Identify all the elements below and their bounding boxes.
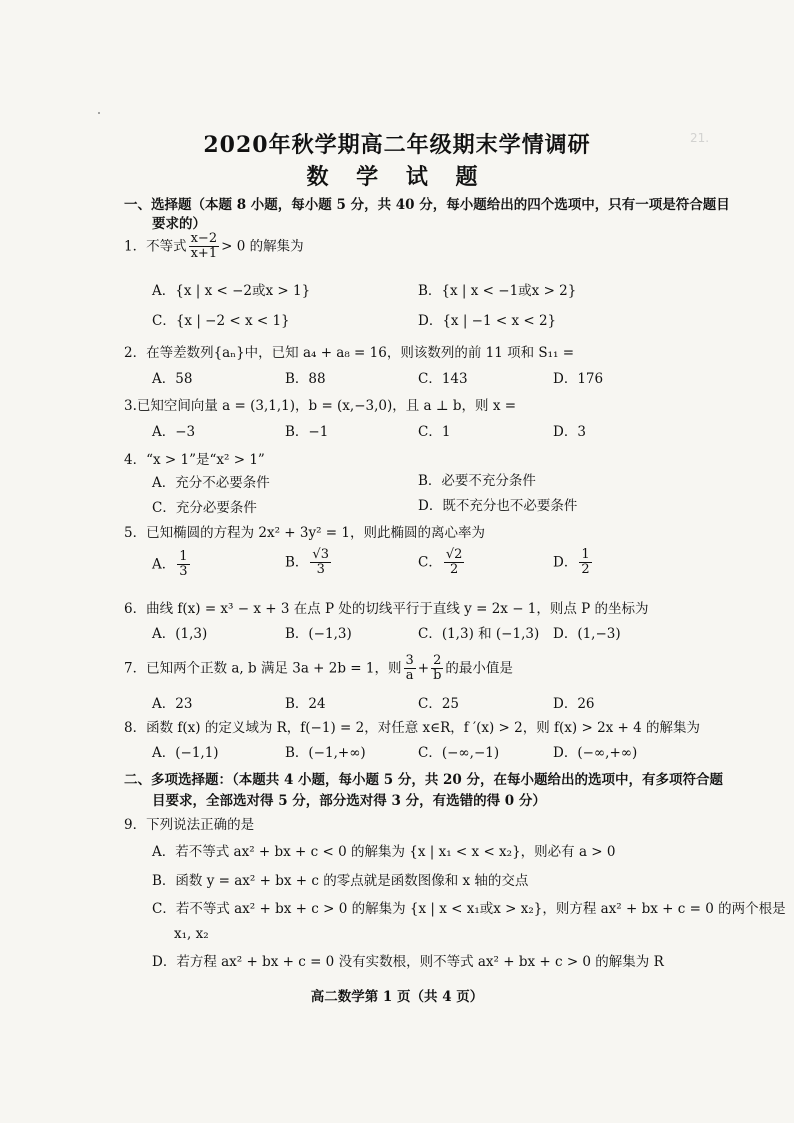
q8-option-a: A．(−1,1) [152,745,219,761]
q6-option-b: B．(−1,3) [285,626,352,642]
numerator: 1 [179,549,188,564]
question-text-end: > 0 的解集为 [221,238,304,255]
q6-option-c: C．(1,3) 和 (−1,3) [418,626,540,642]
q9-option-b: B．函数 y = ax² + bx + c 的零点就是函数图像和 x 轴的交点 [152,873,529,889]
question-4 [124,448,265,468]
question-number: 2． [124,345,147,361]
q7-option-b: B．24 [285,696,326,712]
plus-sign: + [417,660,430,677]
bleed-through-text: 21. [690,131,710,145]
question-3 [124,394,516,414]
denominator: 2 [449,562,459,578]
question-number: 4． [124,452,147,468]
q9-option-a: A．若不等式 ax² + bx + c < 0 的解集为 {x | x₁ < x < x₂}，则必有 a > 0 [152,844,616,860]
q2-option-c: C．143 [418,371,468,387]
question-text: “x > 1”是“x² > 1” [146,452,265,468]
question-number: 6． [124,601,147,617]
q5-option-c [418,548,466,578]
numerator: 1 [581,547,590,562]
numerator: 2 [433,653,442,668]
q9-option-c: C．若不等式 ax² + bx + c > 0 的解集为 {x | x < x₁或x > x₂}，则方程 ax² + bx + c = 0 的两个根是 [152,901,786,917]
question-number: 8． [124,720,147,736]
denominator: 3 [316,562,325,578]
fraction [177,550,189,580]
denominator: 2 [581,562,590,578]
question-5 [124,521,485,541]
q3-option-d: D．3 [553,424,586,440]
question-8 [124,716,700,736]
q7-option-d: D．26 [553,696,595,712]
exam-title: 2020年秋学期高二年级期末学情调研 [203,132,591,158]
q7-option-c: C．25 [418,696,460,712]
fraction [189,232,220,262]
question-number: 5． [124,525,147,541]
q1-option-b: B．{x | x < −1或x > 2} [418,283,577,299]
question-text: 已知空间向量 a = (3,1,1)，b = (x,−3,0)，且 a ⊥ b，则 x = [136,398,517,414]
question-text: 在等差数列{aₙ}中，已知 a₄ + a₈ = 16，则该数列的前 11 项和 S₁₁ = [146,345,575,361]
denominator: 3 [179,564,188,580]
option-label: D． [553,554,578,571]
section1-heading-cont: 要求的） [152,216,206,232]
q4-option-c: C．充分必要条件 [152,500,257,516]
q1-option-a: A．{x | x < −2或x > 1} [152,283,311,299]
denominator: b [433,668,442,684]
numerator: √3 [312,547,329,562]
q8-option-b: B．(−1,+∞) [285,745,366,761]
q6-option-a: A．(1,3) [152,626,208,642]
section2-heading-cont: 目要求，全部选对得 5 分，部分选对得 3 分，有选错的得 0 分） [152,793,546,809]
q9-option-d: D．若方程 ax² + bx + c = 0 没有实数根，则不等式 ax² + bx + c > 0 的解集为 R [152,954,664,970]
q2-option-b: B．88 [285,371,326,387]
question-7 [124,654,513,684]
question-text: 曲线 f(x) = x³ − x + 3 在点 P 处的切线平行于直线 y = 2x − 1，则点 P 的坐标为 [146,601,649,617]
question-text: 函数 f(x) 的定义域为 R，f(−1) = 2，对任意 x∈R，f ′(x) > 2，则 f(x) > 2x + 4 的解集为 [146,720,701,736]
option-label: C． [418,554,442,571]
exam-subtitle: 数 学 试 题 [306,164,488,190]
fraction [431,654,443,684]
q4-option-b: B．必要不充分条件 [418,473,536,489]
q8-option-d: D．(−∞,+∞) [553,745,638,761]
question-text-end: 的最小值是 [445,660,513,677]
q9-option-c-cont: x₁, x₂ [174,926,209,942]
question-2 [124,341,574,361]
q3-option-b: B．−1 [285,424,329,440]
q5-option-a [152,550,192,580]
q3-option-c: C．1 [418,424,451,440]
denominator: a [405,668,414,684]
question-text: 已知两个正数 a, b 满足 3a + 2b = 1，则 [146,660,402,677]
q1-option-c: C．{x | −2 < x < 1} [152,313,290,329]
q4-option-d: D．既不充分也不必要条件 [418,498,578,514]
denominator: x+1 [190,246,218,262]
question-text: 已知椭圆的方程为 2x² + 3y² = 1，则此椭圆的离心率为 [146,525,486,541]
option-label: B． [285,554,309,571]
q8-option-c: C．(−∞,−1) [418,745,500,761]
question-text: 不等式 [146,238,187,255]
question-number: 9． [124,817,147,833]
q3-option-a: A．−3 [152,424,196,440]
q1-option-d: D．{x | −1 < x < 2} [418,313,557,329]
q2-option-a: A．58 [152,371,193,387]
question-number: 7． [124,660,147,677]
question-number: 3. [124,398,137,414]
q4-option-a: A．充分不必要条件 [152,475,270,491]
scan-speck [98,112,100,114]
question-1 [124,232,304,262]
question-number: 1． [124,238,147,255]
option-label: A． [152,556,176,573]
q6-option-d: D．(1,−3) [553,626,621,642]
numerator: √2 [445,547,463,562]
numerator: x−2 [190,231,218,246]
section1-heading: 一、选择题（本题 8 小题，每小题 5 分，共 40 分，每小题给出的四个选项中，只有一项是符合题目 [124,197,730,213]
fraction [404,654,416,684]
section2-heading: 二、多项选择题：（本题共 4 小题，每小题 5 分，共 20 分，在每小题给出的选项中，有多项符合题 [124,772,724,788]
page-footer: 高二数学第 1 页（共 4 页） [310,989,484,1005]
q5-option-b [285,548,333,578]
numerator: 3 [405,653,414,668]
question-text: 下列说法正确的是 [146,817,255,833]
q2-option-d: D．176 [553,371,604,387]
question-6 [124,597,649,617]
fraction [579,548,591,578]
fraction [310,548,331,578]
question-9 [124,813,254,833]
q7-option-a: A．23 [152,696,193,712]
q5-option-d [553,548,594,578]
fraction [444,548,465,578]
